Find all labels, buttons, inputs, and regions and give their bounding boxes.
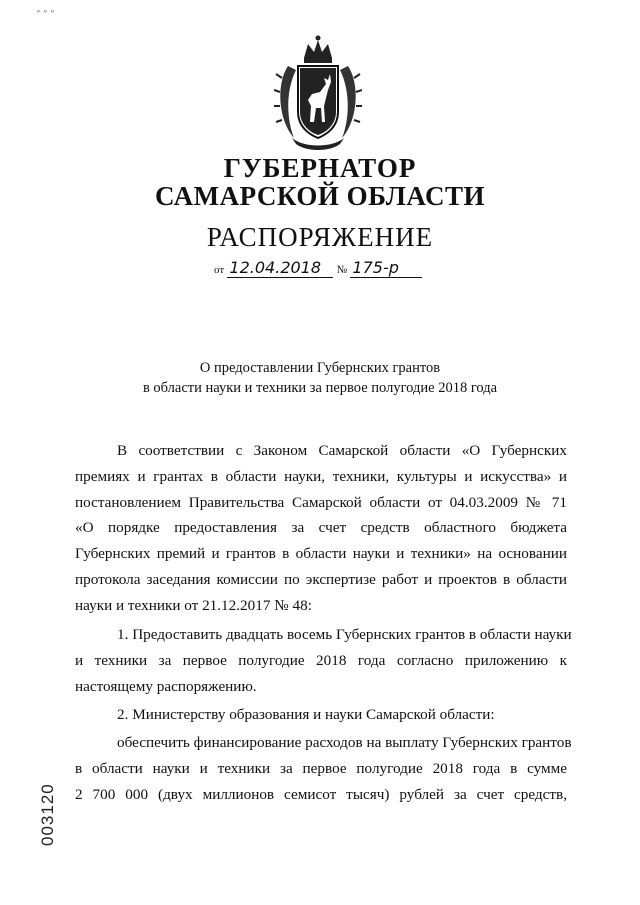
corner-mark: º º º [37,8,55,18]
body-paragraph-1 [75,438,567,619]
body-paragraph-4 [75,730,572,807]
order-date: 12.04.2018 [227,258,333,278]
text-line: премиях и грантах в области науки, техники, культуры и искусства» и [75,467,567,485]
text-line: 1. Предоставить двадцать восемь Губернских грантов в области науки [117,626,572,643]
text-line: обеспечить финансирование расходов на выплату Губернских грантов [117,734,572,751]
text-line: Губернских премий и грантов в области науки и техники» на основании [75,545,567,563]
body-paragraph-2 [75,622,572,699]
coat-of-arms-icon [274,34,362,152]
header-line-2: САМАРСКОЙ ОБЛАСТИ [154,181,486,211]
order-number: 175-р [350,258,422,278]
text-line: протокола заседания комиссии по экспертизе работ и проектов в области [75,570,567,588]
body-paragraph-3 [75,702,567,728]
document-type: РАСПОРЯЖЕНИЕ [206,222,434,252]
text-line: 2. Министерству образования и науки Самарской области: [117,706,495,723]
header-line-1: ГУБЕРНАТОР [223,153,417,183]
text-line: в области науки и техники за первое полугодие 2018 года в сумме [75,759,567,777]
subject-line-2: в области науки и техники за первое полугодие 2018 года [142,380,498,396]
text-line: настоящему распоряжению. [75,677,257,695]
side-registration-number: 003120 [38,783,57,847]
text-line: постановлением Правительства Самарской области от 04.03.2009 № 71 [75,493,567,511]
order-from-label: от [214,264,225,276]
text-line: В соответствии с Законом Самарской области «О Губернских [117,442,567,459]
text-line: науки и техники от 21.12.2017 № 48: [75,596,312,614]
order-line [214,258,422,278]
subject-line-1: О предоставлении Губернских грантов [199,360,441,376]
text-line: и техники за первое полугодие 2018 года согласно приложению к [75,651,567,669]
order-number-label: № [336,264,348,276]
text-line: 2 700 000 (двух миллионов семисот тысяч) рублей за счет средств, [75,785,567,803]
text-line: «О порядке предоставления за счет средств областного бюджета [75,519,567,537]
